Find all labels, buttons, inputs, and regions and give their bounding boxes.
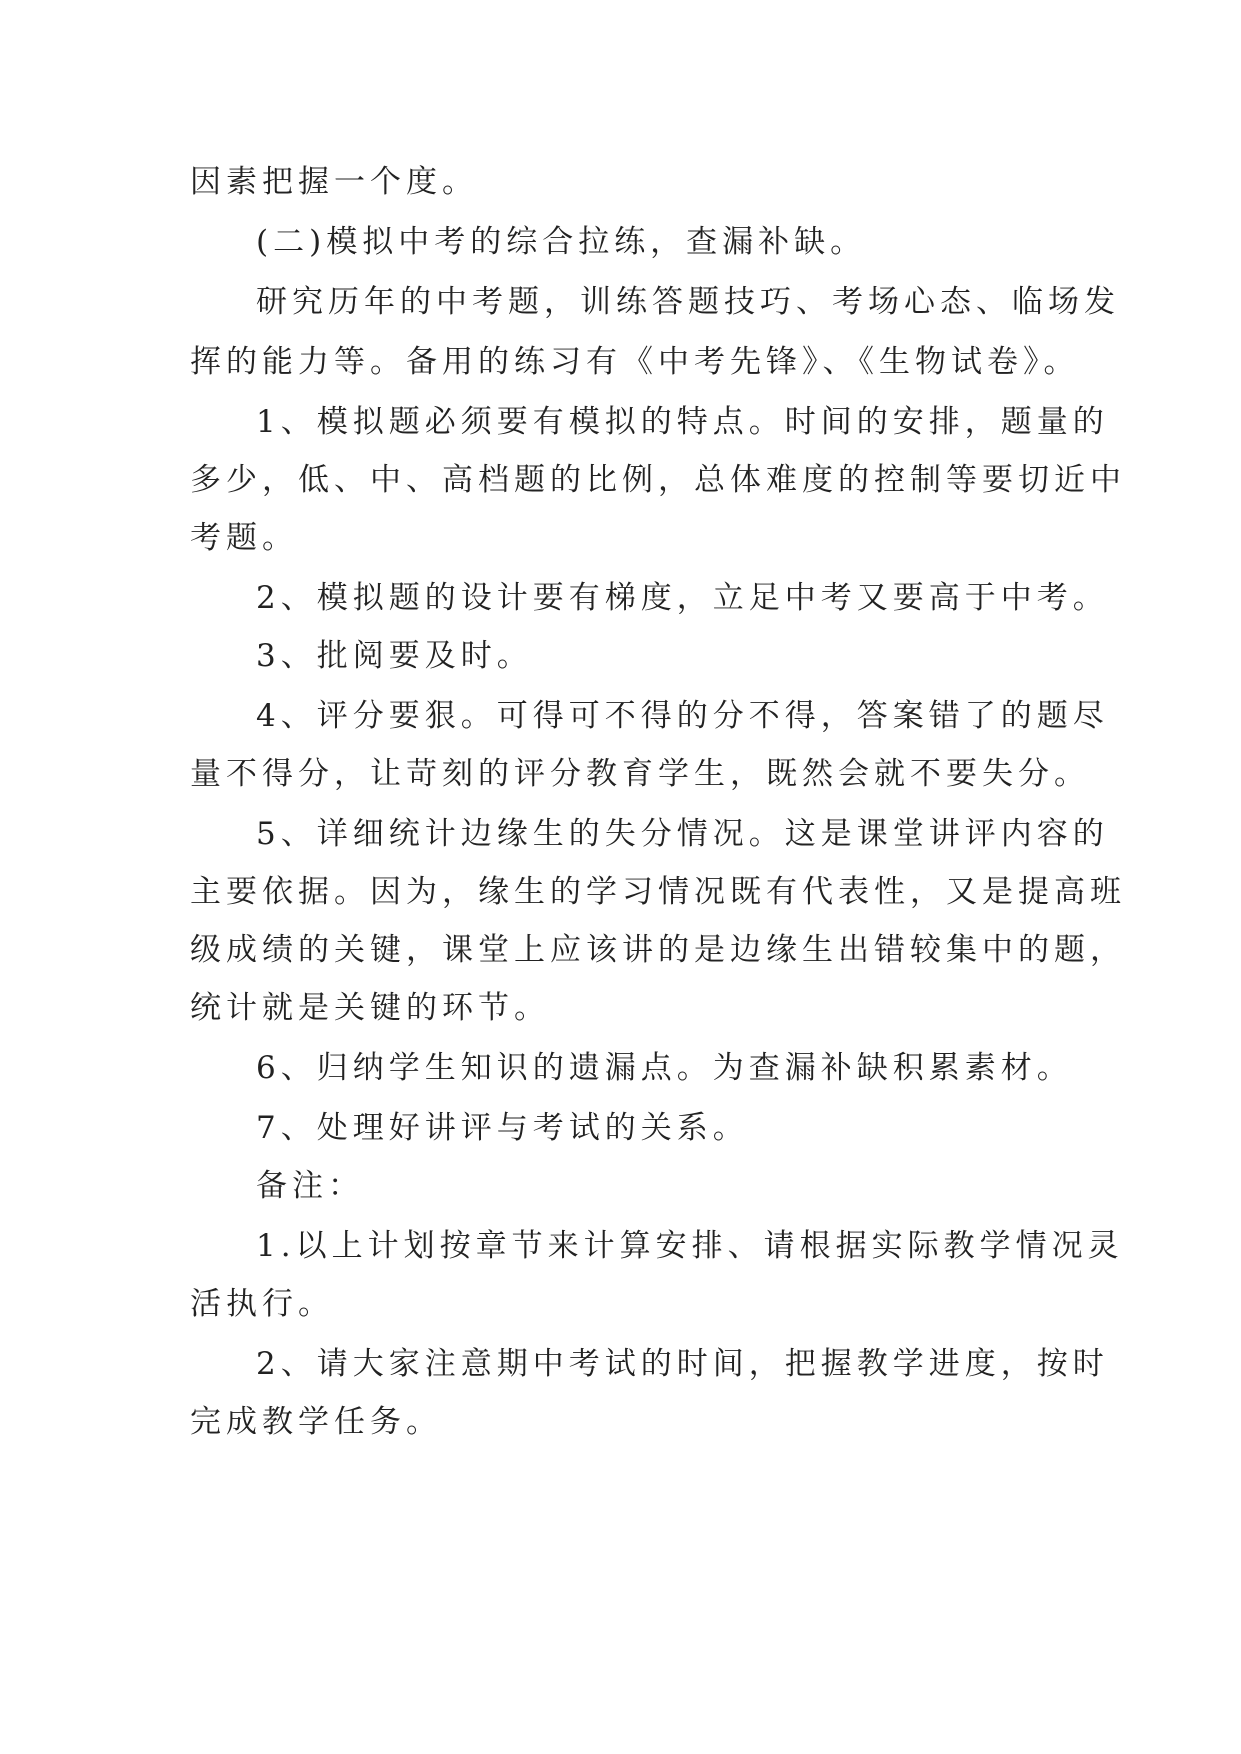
list-item-line: 1、模拟题必须要有模拟的特点。时间的安排，题量的: [256, 404, 1109, 440]
note-item-line: 2、请大家注意期中考试的时间，把握教学进度，按时: [256, 1346, 1109, 1382]
paragraph-line: 活执行。: [190, 1286, 334, 1322]
list-item-line: 2、模拟题的设计要有梯度，立足中考又要高于中考。: [256, 580, 1109, 616]
list-item-line: 6、归纳学生知识的遗漏点。为查漏补缺积累素材。: [256, 1050, 1073, 1086]
paragraph-line: 完成教学任务。: [190, 1404, 442, 1440]
paragraph-line: 挥的能力等。备用的练习有《中考先锋》、《生物试卷》。: [190, 344, 1080, 380]
paragraph-line: 主要依据。因为，缘生的学习情况既有代表性，又是提高班: [190, 874, 1126, 910]
list-item-line: 5、详细统计边缘生的失分情况。这是课堂讲评内容的: [256, 816, 1109, 852]
note-item-line: 1.以上计划按章节来计算安排、请根据实际教学情况灵: [256, 1228, 1124, 1264]
text-line: 因素把握一个度。: [190, 164, 478, 200]
paragraph-line: 统计就是关键的环节。: [190, 990, 550, 1026]
section-heading: (二)模拟中考的综合拉练，查漏补缺。: [256, 224, 867, 260]
paragraph-line: 研究历年的中考题，训练答题技巧、考场心态、临场发: [256, 284, 1120, 320]
paragraph-line: 考题。: [190, 520, 298, 556]
note-heading: 备注：: [256, 1168, 364, 1204]
list-item-line: 4、评分要狠。可得可不得的分不得，答案错了的题尽: [256, 698, 1109, 734]
paragraph-line: 多少，低、中、高档题的比例，总体难度的控制等要切近中: [190, 462, 1126, 498]
paragraph-line: 级成绩的关键，课堂上应该讲的是边缘生出错较集中的题，: [190, 932, 1126, 968]
list-item-line: 7、处理好讲评与考试的关系。: [256, 1110, 749, 1146]
paragraph-line: 量不得分，让苛刻的评分教育学生，既然会就不要失分。: [190, 756, 1090, 792]
list-item-line: 3、批阅要及时。: [256, 638, 533, 674]
